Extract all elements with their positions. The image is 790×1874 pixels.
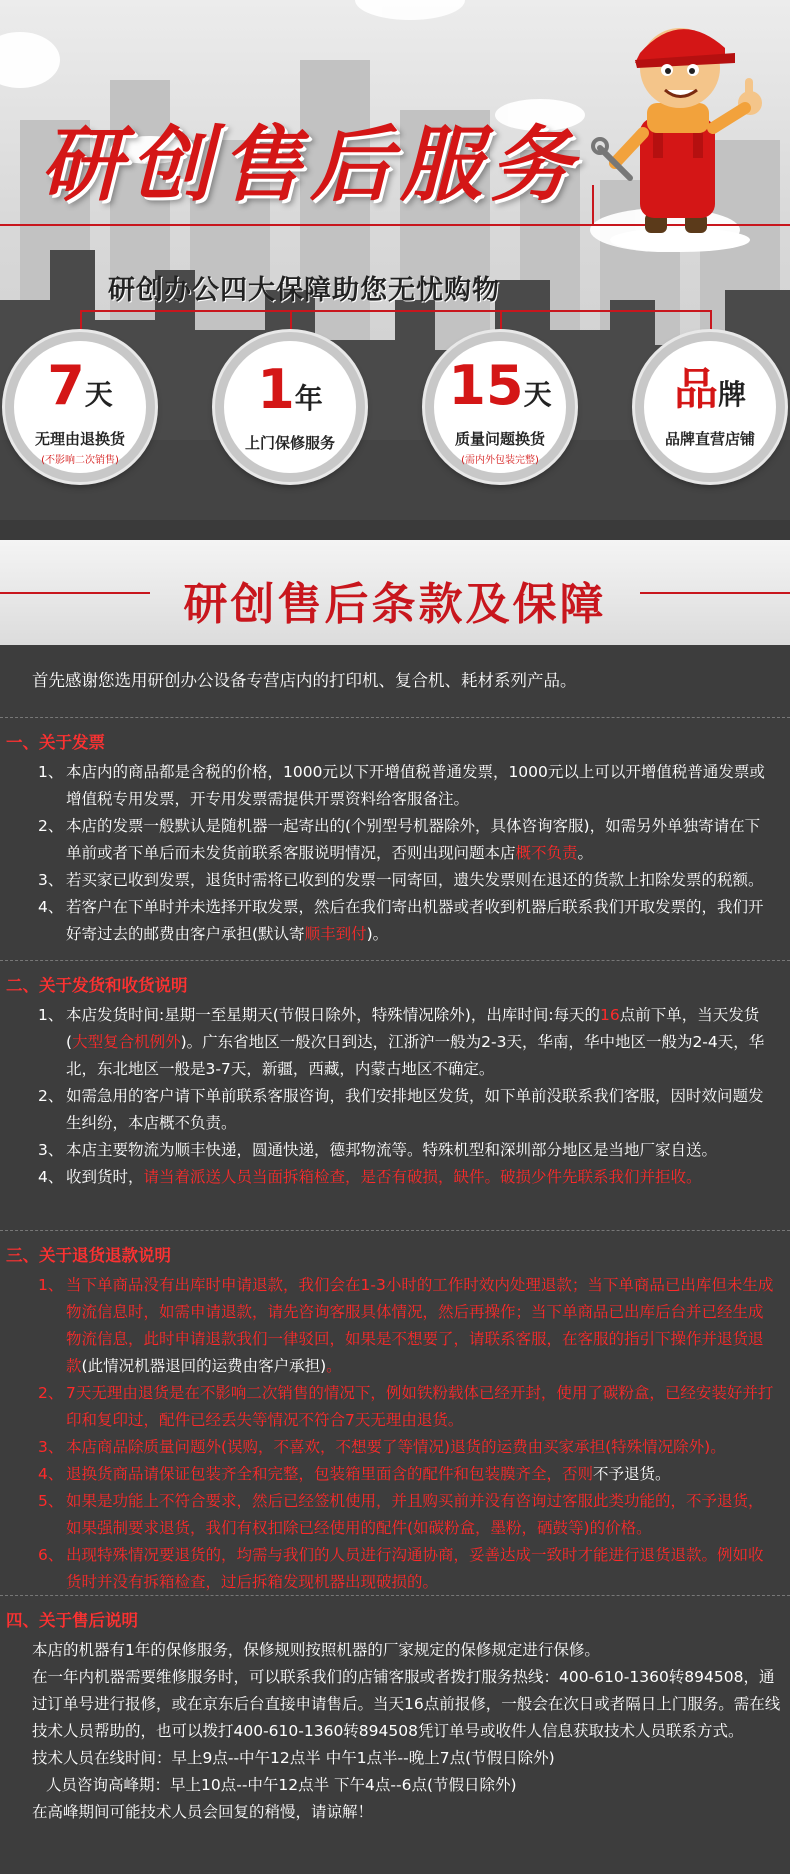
guarantee-badge-brand-store bbox=[635, 332, 785, 482]
section-separator bbox=[0, 1230, 790, 1231]
badge-connector-drop bbox=[500, 310, 502, 332]
section-separator bbox=[0, 1595, 790, 1596]
badge-number: 品 bbox=[673, 364, 718, 415]
returns-list bbox=[0, 1272, 790, 1596]
guarantee-badge-15-day-exchange bbox=[425, 332, 575, 482]
shipping-list bbox=[0, 1002, 790, 1191]
list-item: 2、 本店的发票一般默认是随机器一起寄出的(个别型号机器除外，具体咨询客服)，如需另外单独寄请在下单前或者下单后而未发货前联系客服说明情况，否则出现问题本店概不负责。 bbox=[38, 817, 761, 862]
badge-connector-drop bbox=[290, 310, 292, 332]
badge-number: 7 bbox=[47, 354, 85, 417]
list-item: 4、 收到货时，请当着派送人员当面拆箱检查，是否有破损，缺件。破损少件先联系我们并拒收。 bbox=[38, 1168, 702, 1186]
guarantee-badge-1-year-warranty bbox=[215, 332, 365, 482]
badge-caption: 品牌直营店铺 bbox=[664, 430, 755, 448]
invoice-heading: 一、关于发票 bbox=[6, 733, 105, 752]
section-separator bbox=[0, 960, 790, 961]
terms-content bbox=[0, 645, 790, 1874]
badge-note: (需内外包装完整) bbox=[461, 455, 539, 466]
hero-title: 研创售后服务 bbox=[40, 117, 580, 213]
badge-number: 1 bbox=[257, 358, 295, 421]
list-item: 3、 若买家已收到发票，退货时需将已收到的发票一同寄回，遗失发票则在退还的货款上扣除发票的税额。 bbox=[38, 871, 764, 889]
list-item: 2、 7天无理由退货是在不影响二次销售的情况下，例如铁粉载体已经开封，使用了碳粉盒，已经安装好并打印和复印过，配件已经丢失等情况不符合7天无理由退货。 bbox=[38, 1384, 774, 1429]
list-item: 3、 本店主要物流为顺丰快递，圆通快递，德邦物流等。特殊机型和深圳部分地区是当地厂家自送。 bbox=[38, 1141, 718, 1159]
badge-connector-drop bbox=[710, 310, 712, 332]
badge-note: (不影响二次销售) bbox=[41, 455, 119, 466]
badge-unit: 牌 bbox=[717, 378, 746, 411]
mascot-worker-illustration bbox=[585, 8, 785, 253]
aftersale-body bbox=[32, 1637, 782, 1826]
badge-connector-drop bbox=[80, 310, 82, 332]
badge-number: 15 bbox=[448, 354, 524, 417]
list-item: 1、 本店发货时间:星期一至星期天(节假日除外，特殊情况除外)，出库时间:每天的16点前下单，当天发货(大型复合机例外)。广东省地区一般次日到达，江浙沪一般为2-3天，华南，华中地区一般为2-4天，华北，东北地区一般是3-7天，新疆，西藏，内蒙古地区不确定。 bbox=[38, 1006, 765, 1078]
aftersale-line: 技术人员在线时间：早上9点--中午12点半 中午1点半--晚上7点(节假日除外) bbox=[32, 1749, 555, 1767]
badge-unit: 年 bbox=[294, 382, 323, 415]
badge-caption: 上门保修服务 bbox=[244, 434, 335, 452]
shipping-heading: 二、关于发货和收货说明 bbox=[6, 976, 188, 995]
list-item: 3、 本店商品除质量问题外(误购，不喜欢，不想要了等情况)退货的运费由买家承担(特殊情况除外)。 bbox=[38, 1438, 726, 1456]
list-item: 4、 退换货商品请保证包装齐全和完整，包装箱里面含的配件和包装膜齐全，否则不予退货。 bbox=[38, 1465, 671, 1483]
aftersale-line: 在一年内机器需要维修服务时，可以联系我们的店铺客服或者拨打服务热线：400-610-1360转894508，通过订单号进行报修，或在京东后台直接申请售后。当天16点前报修，一般会在次日或者隔日上门服务。需在线技术人员帮助的，也可以拨打400-610-1360转894508凭订单号或收件人信息获取技术人员联系方式。 bbox=[32, 1668, 781, 1740]
badge-caption: 无理由退换货 bbox=[34, 430, 125, 448]
badge-connector bbox=[80, 310, 712, 312]
aftersale-line: 本店的机器有1年的保修服务，保修规则按照机器的厂家规定的保修规定进行保修。 bbox=[32, 1641, 600, 1659]
section-title: 研创售后条款及保障 bbox=[183, 579, 607, 630]
aftersale-line: 在高峰期间可能技术人员会回复的稍慢，请谅解！ bbox=[32, 1803, 374, 1821]
list-item: 6、 出现特殊情况要退货的，均需与我们的人员进行沟通协商，妥善达成一致时才能进行退货退款。例如收货时并没有拆箱检查，过后拆箱发现机器出现破损的。 bbox=[38, 1546, 764, 1591]
aftersale-line: 人员咨询高峰期：早上10点--中午12点半 下午4点--6点(节假日除外) bbox=[46, 1776, 517, 1794]
intro-text: 首先感谢您选用研创办公设备专营店内的打印机、复合机、耗材系列产品。 bbox=[32, 671, 577, 690]
badge-unit: 天 bbox=[523, 378, 552, 411]
returns-heading: 三、关于退货退款说明 bbox=[6, 1246, 171, 1265]
section-header bbox=[0, 540, 790, 645]
section-separator bbox=[0, 717, 790, 718]
list-item: 2、 如需急用的客户请下单前联系客服咨询，我们安排地区发货，如下单前没联系我们客服，因时效问题发生纠纷，本店概不负责。 bbox=[38, 1087, 764, 1132]
hero-banner bbox=[0, 0, 790, 540]
list-item: 4、 若客户在下单时并未选择开取发票，然后在我们寄出机器或者收到机器后联系我们开取发票的，我们开好寄过去的邮费由客户承担(默认寄顺丰到付)。 bbox=[38, 898, 764, 943]
list-item: 5、 如果是功能上不符合要求，然后已经签机使用，并且购买前并没有咨询过客服此类功能的，不予退货，如果强制要求退货，我们有权扣除已经使用的配件(如碳粉盒，墨粉，硒鼓等)的价格。 bbox=[38, 1492, 764, 1537]
header-rule-right bbox=[640, 592, 790, 594]
badge-caption: 质量问题换货 bbox=[454, 430, 545, 448]
aftersale-heading: 四、关于售后说明 bbox=[6, 1611, 138, 1630]
hero-subtitle: 研创办公四大保障助您无忧购物 bbox=[108, 275, 500, 306]
badge-unit: 天 bbox=[84, 378, 113, 411]
invoice-list bbox=[0, 759, 790, 948]
list-item: 1、 本店内的商品都是含税的价格，1000元以下开增值税普通发票，1000元以上可以开增值税普通发票或增值税专用发票，开专用发票需提供开票资料给客服备注。 bbox=[38, 763, 765, 808]
guarantee-badge-7-day-return bbox=[5, 332, 155, 482]
list-item: 1、 当下单商品没有出库时申请退款，我们会在1-3小时的工作时效内处理退款；当下单商品已出库但未生成物流信息时，如需申请退款，请先咨询客服具体情况，然后再操作；当下单商品已出库后台并已经生成物流信息，此时申请退款我们一律驳回，如果是不想要了，请联系客服，在客服的指引下操作并退货退款(此情况机器退回的运费由客户承担)。 bbox=[38, 1276, 774, 1375]
